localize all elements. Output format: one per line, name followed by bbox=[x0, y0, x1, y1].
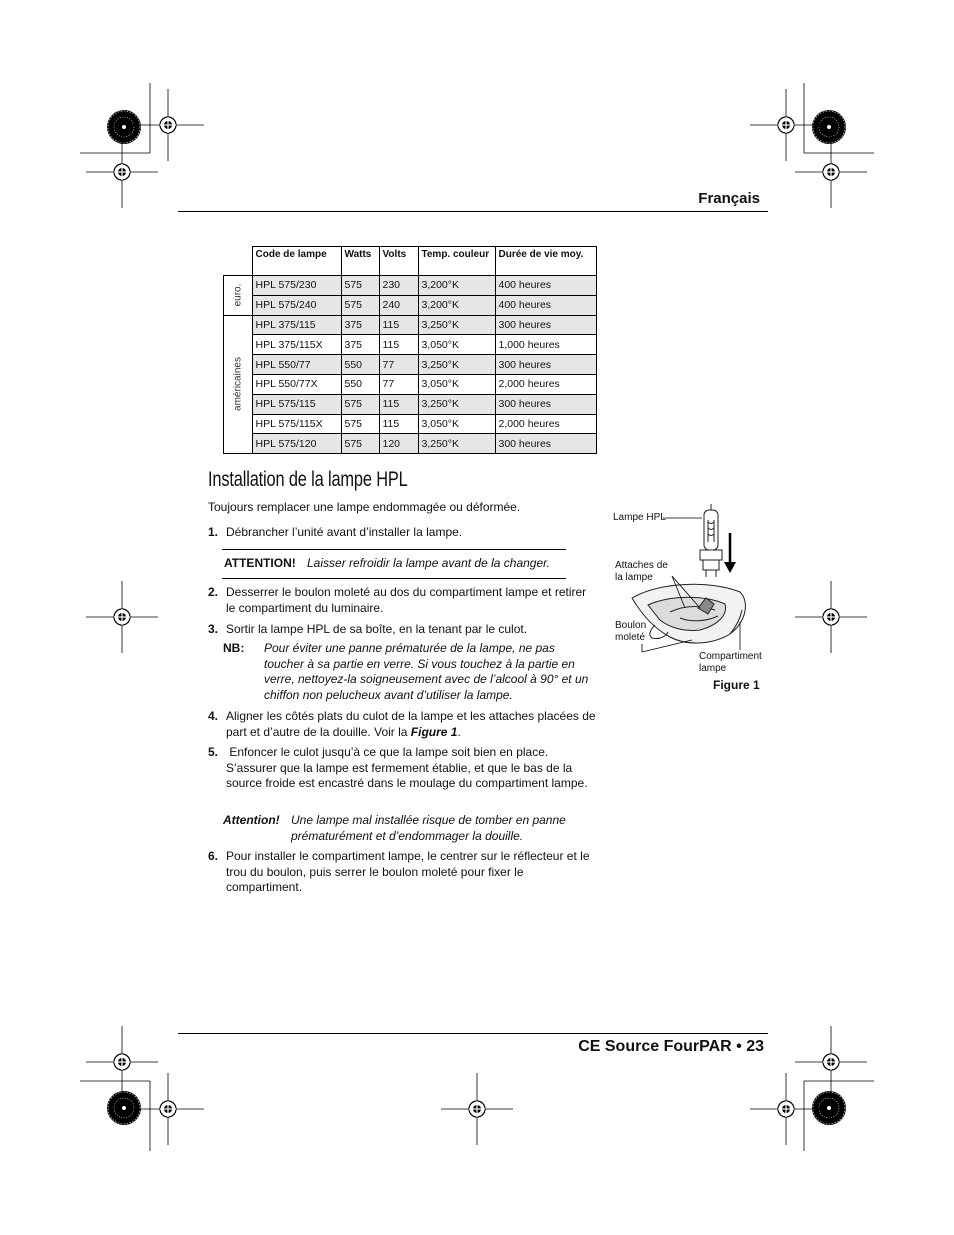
crosshair-tl-top bbox=[132, 89, 204, 161]
star-mark-tl bbox=[107, 110, 141, 144]
cell-volts: 230 bbox=[379, 276, 418, 296]
cell-temp: 3,250°K bbox=[418, 394, 495, 414]
crosshair-mr bbox=[795, 581, 867, 653]
col-header-volts: Volts bbox=[379, 247, 418, 276]
crosshair-tr-side bbox=[795, 136, 867, 208]
language-label: Français bbox=[698, 190, 760, 207]
cell-volts: 77 bbox=[379, 374, 418, 394]
table-row bbox=[224, 414, 597, 434]
group-label-cell bbox=[224, 276, 253, 316]
table-row bbox=[224, 295, 597, 315]
cell-code: HPL 575/230 bbox=[252, 276, 341, 296]
cell-watts: 575 bbox=[341, 276, 379, 296]
label-knurled-bolt bbox=[615, 620, 646, 644]
step-4 bbox=[208, 709, 598, 740]
step-text: Sortir la lampe HPL de sa boîte, en la tenant par le culot. bbox=[226, 622, 528, 636]
cell-volts: 115 bbox=[379, 335, 418, 355]
figure-reference: Figure 1 bbox=[410, 724, 458, 739]
label-lamp-hpl: Lampe HPL bbox=[613, 512, 666, 523]
cell-code: HPL 575/115X bbox=[252, 414, 341, 434]
crosshair-tl-side bbox=[86, 136, 158, 208]
cell-life: 300 heures bbox=[495, 434, 596, 454]
col-header-watts: Watts bbox=[341, 247, 379, 276]
crosshair-bl-bottom bbox=[132, 1073, 204, 1145]
label-line: Boulon bbox=[615, 620, 647, 631]
group-label-cell bbox=[224, 315, 253, 454]
cell-life: 300 heures bbox=[495, 355, 596, 375]
step-1 bbox=[208, 525, 598, 541]
label-line: moleté bbox=[615, 632, 646, 643]
step-6 bbox=[208, 849, 598, 896]
cell-life: 300 heures bbox=[495, 315, 596, 335]
cell-life: 400 heures bbox=[495, 295, 596, 315]
crosshair-bc-bottom bbox=[441, 1073, 513, 1145]
table-row bbox=[224, 394, 597, 414]
label-line: lampe bbox=[699, 663, 727, 674]
table-row bbox=[224, 355, 597, 375]
table-row bbox=[224, 335, 597, 355]
footer-rule bbox=[178, 1033, 768, 1034]
table-row bbox=[224, 374, 597, 394]
step-number: 1. bbox=[208, 525, 219, 539]
nb-text: Pour éviter une panne prématurée de la lampe, ne pas toucher à sa partie en verre. Si vous touchez à la partie en verre, nettoyez-la soigneusement avec de l’alcool à 90° et un chiffon non pelucheux avant d’utiliser la lampe. bbox=[264, 641, 589, 702]
cell-code: HPL 375/115 bbox=[252, 315, 341, 335]
crosshair-ml bbox=[86, 581, 158, 653]
cell-life: 1,000 heures bbox=[495, 335, 596, 355]
cell-volts: 115 bbox=[379, 315, 418, 335]
cell-temp: 3,200°K bbox=[418, 295, 495, 315]
cell-code: HPL 575/240 bbox=[252, 295, 341, 315]
cell-life: 2,000 heures bbox=[495, 374, 596, 394]
header-rule bbox=[178, 211, 768, 212]
table-corner bbox=[224, 247, 253, 276]
step-number: 3. bbox=[208, 622, 219, 636]
step-number: 6. bbox=[208, 849, 219, 863]
lamp-housing-drawing bbox=[632, 584, 745, 643]
cell-volts: 115 bbox=[379, 394, 418, 414]
cell-volts: 120 bbox=[379, 434, 418, 454]
section-title: Installation de la lampe HPL bbox=[208, 468, 408, 491]
step-text: Débrancher l’unité avant d’installer la lampe. bbox=[226, 525, 463, 539]
attention-box bbox=[222, 549, 566, 579]
attention-text: Laisser refroidir la lampe avant de la changer. bbox=[307, 556, 551, 570]
cell-temp: 3,050°K bbox=[418, 335, 495, 355]
nb-label: NB: bbox=[223, 641, 245, 655]
cell-watts: 575 bbox=[341, 295, 379, 315]
step-text-part: Aligner les côtés plats du culot de la lampe et les attaches placées de part et d’autre de la douille. Voir la bbox=[226, 709, 596, 739]
label-lamp-clips bbox=[615, 560, 668, 584]
cell-volts: 77 bbox=[379, 355, 418, 375]
crosshair-tr-top bbox=[750, 89, 822, 161]
cell-temp: 3,250°K bbox=[418, 355, 495, 375]
step-3 bbox=[208, 622, 598, 638]
cell-watts: 550 bbox=[341, 374, 379, 394]
table-row bbox=[224, 434, 597, 454]
cell-temp: 3,200°K bbox=[418, 276, 495, 296]
step-number: 2. bbox=[208, 585, 219, 599]
step-number: 5. bbox=[208, 745, 219, 759]
lamp-spec-table bbox=[223, 246, 597, 454]
cell-code: HPL 550/77X bbox=[252, 374, 341, 394]
crosshair-br-side bbox=[795, 1026, 867, 1098]
cell-watts: 550 bbox=[341, 355, 379, 375]
attention2-label: Attention! bbox=[223, 813, 280, 827]
star-mark-bl bbox=[107, 1091, 141, 1125]
cell-temp: 3,050°K bbox=[418, 374, 495, 394]
cell-code: HPL 550/77 bbox=[252, 355, 341, 375]
cell-life: 2,000 heures bbox=[495, 414, 596, 434]
figure-caption: Figure 1 bbox=[713, 678, 760, 692]
insert-arrow-icon bbox=[724, 533, 736, 573]
cell-temp: 3,250°K bbox=[418, 315, 495, 335]
cell-watts: 575 bbox=[341, 394, 379, 414]
cell-watts: 375 bbox=[341, 335, 379, 355]
label-line: la lampe bbox=[615, 572, 653, 583]
star-mark-br bbox=[812, 1091, 846, 1125]
attention-label: ATTENTION! bbox=[224, 556, 296, 570]
label-lamp-housing bbox=[699, 651, 762, 675]
attention2-text: Une lampe mal installée risque de tomber en panne prématurément et d’endommager la douille. bbox=[291, 813, 566, 843]
cell-code: HPL 575/115 bbox=[252, 394, 341, 414]
cell-life: 400 heures bbox=[495, 276, 596, 296]
cell-watts: 375 bbox=[341, 315, 379, 335]
group-label: euro. bbox=[232, 283, 244, 307]
col-header-temp: Temp. couleur bbox=[418, 247, 495, 276]
hpl-lamp-drawing bbox=[700, 504, 722, 577]
step-2 bbox=[208, 585, 598, 616]
cell-code: HPL 575/120 bbox=[252, 434, 341, 454]
col-header-code: Code de lampe bbox=[252, 247, 341, 276]
cell-temp: 3,250°K bbox=[418, 434, 495, 454]
crosshair-bl-side bbox=[86, 1026, 158, 1098]
cell-code: HPL 375/115X bbox=[252, 335, 341, 355]
step-text: Desserrer le boulon moleté au dos du compartiment lampe et retirer le compartiment du luminaire. bbox=[226, 585, 587, 615]
label-line: Attaches de bbox=[615, 560, 668, 571]
step-text-part: . bbox=[457, 724, 461, 739]
label-line: Compartiment bbox=[699, 651, 762, 662]
cell-life: 300 heures bbox=[495, 394, 596, 414]
crosshair-br-bottom bbox=[750, 1073, 822, 1145]
table-row bbox=[224, 276, 597, 296]
footer-title: CE Source FourPAR • 23 bbox=[578, 1038, 764, 1055]
table-row bbox=[224, 315, 597, 335]
step-text: Enfoncer le culot jusqu’à ce que la lampe soit bien en place. S’assurer que la lampe est fermement établie, et que le bas de la source froide est encastré dans le moulage du compartiment lampe. bbox=[226, 745, 588, 791]
step-text bbox=[226, 709, 598, 740]
cell-watts: 575 bbox=[341, 414, 379, 434]
table-header-row bbox=[224, 247, 597, 276]
cell-watts: 575 bbox=[341, 434, 379, 454]
cell-temp: 3,050°K bbox=[418, 414, 495, 434]
star-mark-tr bbox=[812, 110, 846, 144]
cell-volts: 240 bbox=[379, 295, 418, 315]
col-header-life: Durée de vie moy. bbox=[495, 247, 596, 276]
step-text: Pour installer le compartiment lampe, le centrer sur le réflecteur et le trou du boulon, puis serrer le boulon moleté pour fixer le compartiment. bbox=[226, 849, 590, 895]
group-label: américaines bbox=[232, 357, 244, 412]
step-5 bbox=[208, 745, 598, 792]
step-number: 4. bbox=[208, 709, 219, 723]
intro-text: Toujours remplacer une lampe endommagée ou déformée. bbox=[208, 500, 521, 514]
cell-volts: 115 bbox=[379, 414, 418, 434]
